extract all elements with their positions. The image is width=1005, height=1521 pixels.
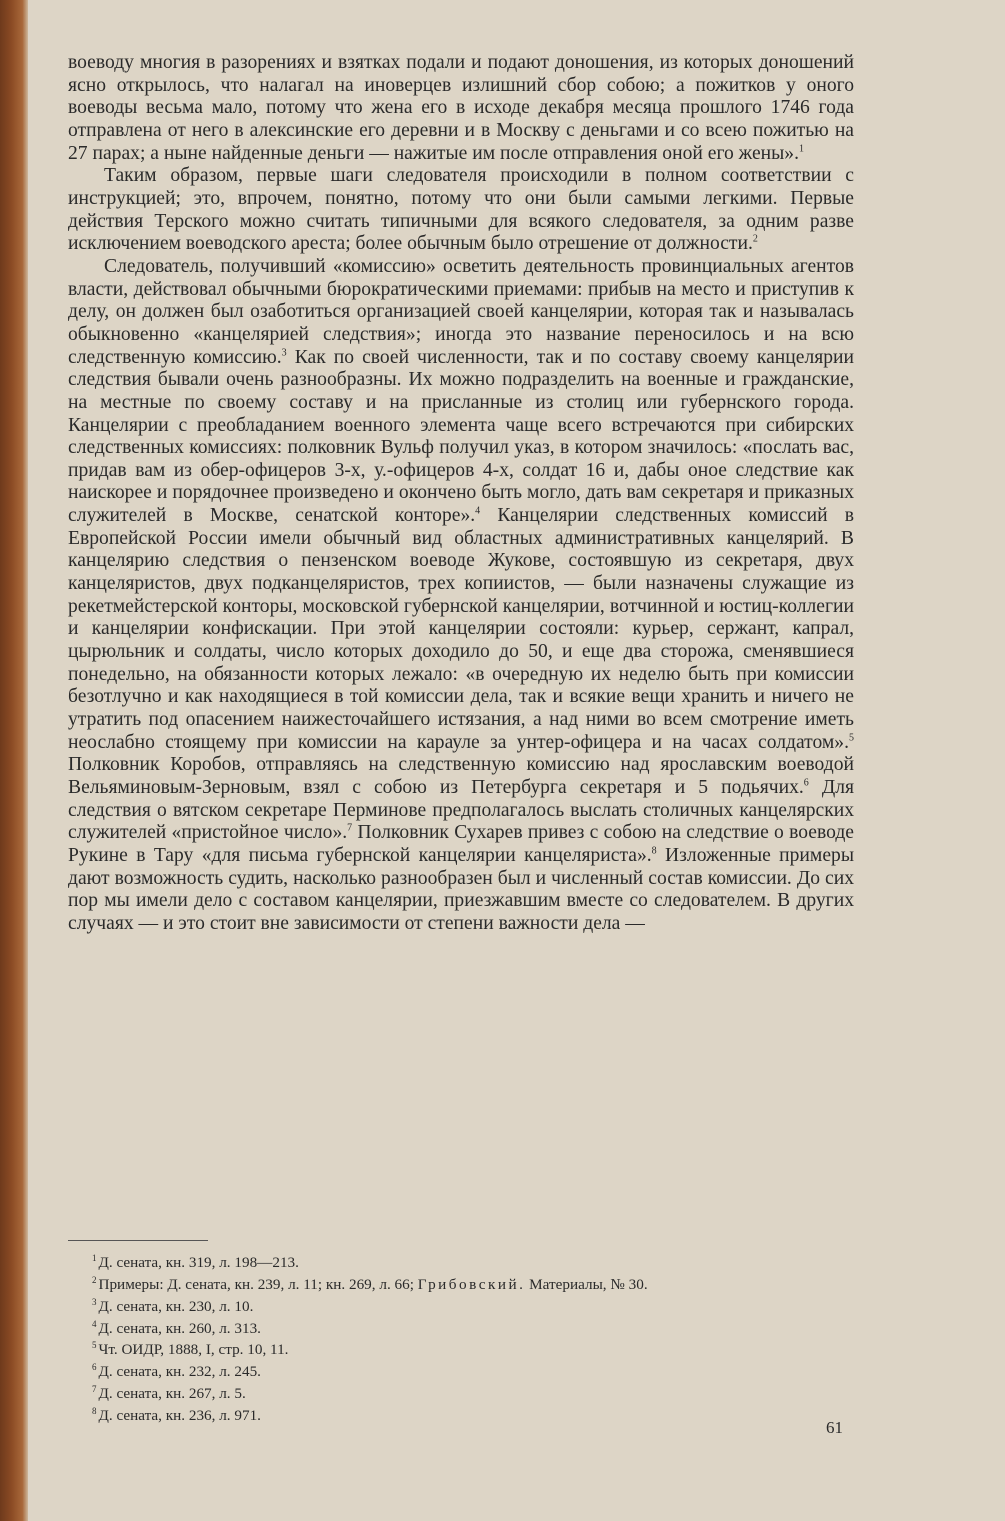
paragraph-3-segment-3: Канцелярии следственных комиссий в Европейской России имели обычный вид областных административных канцелярий. В канцелярию следствия о пензенском воеводе Жукове, состоявшую из секретаря, двух канцеляристов, двух подканцеляристов, трех копиистов, — были назначены служащие из рекетмейстерской конторы, московской губернской канцелярии, вотчинной и юстиц-коллегии и канцелярии конфискации. При этой канцелярии состояли: курьер, сержант, капрал, цырюльник и солдаты, число которых доходило до 50, и еще два сторожа, сменявшиеся понедельно, на обязанности которых лежало: «в очередную их неделю быть при комиссии безотлучно и как находящиеся в той комиссии дела, так и всякие вещи хранить и ничего не утратить под опасением наижесточайшего истязания, а над ними во всем смотрение иметь неослабно стоящему при комиссии на карауле за унтер-офицера и на часах солдатом». — [68, 505, 855, 753]
paragraph-3-segment-1: Следователь, получивший «комиссию» осветить деятельность провинциальных агентов власти, действовал обычными бюрократическими приемами: прибыв на место и приступив к делу, он должен был озаботиться организацией своей канцелярии, которая так и называлась обыкновенно «канцелярией следствия»; иногда это название переносилось и на всю следственную комиссию. — [68, 255, 854, 368]
footnote-number: 6 — [92, 1362, 97, 1373]
paragraph-2 — [68, 165, 854, 256]
footnote-3 — [68, 1294, 854, 1316]
footnote-4 — [68, 1316, 854, 1338]
footnote-author-spaced: Грибовский. — [417, 1275, 526, 1293]
footnote-2 — [68, 1272, 854, 1294]
paragraph-1-text: воеводу многия в разорениях и взятках подали и подают доношения, из которых доношений ясно открылось, что налагал на иноверцев излишний сбор собою; а пожитков у оного воеводы весьма мало, потому что жена его в исходе декабря месяца прошлого 1746 года отправлена от него в алексинские его деревни и в Москву с деньгами и со всею пожитью на 27 парах; а ныне найденные деньги — нажитые им после отправления оной его жены». — [68, 52, 854, 164]
footnote-ref-8: 8 — [651, 845, 657, 857]
footnote-text: Примеры: Д. сената, кн. 239, л. 11; кн. 269, л. 66; — [98, 1275, 418, 1293]
paragraph-3-segment-2: Как по своей численности, так и по составу своему канцелярии следствия бывали очень разнообразны. Их можно подразделить на военные и гражданские, на местные по своему составу и на присланные из столиц или губернского города. Канцелярии с преобладанием военного элемента чаще всего встречаются при сибирских следственных комиссиях: полковник Вульф получил указ, в котором значилось: «послать вас, придав вам из обер-офицеров 3-х, у.-офицеров 4-х, солдат 16 и, дабы оное следствие как наискорее и порядочнее произведено и окончено быть могло, дать вам секретаря и приказных служителей в Москве, сенатской конторе». — [68, 346, 855, 527]
main-text — [68, 52, 854, 936]
footnote-number: 3 — [92, 1296, 97, 1307]
paragraph-3 — [68, 256, 854, 936]
footnote-text: Д. сената, кн. 267, л. 5. — [98, 1385, 246, 1403]
footnote-ref-4: 4 — [475, 505, 481, 517]
footnote-6 — [68, 1359, 854, 1381]
footnote-5 — [68, 1337, 854, 1359]
footnote-text: Д. сената, кн. 230, л. 10. — [98, 1297, 254, 1315]
paragraph-3-segment-5: Для следствия о вятском секретаре Перминове предполагалось выслать столичных канцелярских служителей «пристойное число». — [68, 777, 854, 844]
footnote-text: Д. сената, кн. 236, л. 971. — [98, 1407, 261, 1425]
footnote-ref-5: 5 — [849, 732, 854, 744]
footnote-number: 8 — [92, 1406, 97, 1417]
footnote-number: 2 — [92, 1274, 97, 1285]
footnote-8 — [68, 1403, 854, 1425]
footnote-number: 5 — [92, 1340, 97, 1351]
paragraph-3-segment-4: Полковник Коробов, отправляясь на следственную комиссию над ярославским воеводой Вельяминовым-Зерновым, взял с собою из Петербурга секретаря и 5 подьячих. — [68, 754, 854, 798]
footnote-ref-3: 3 — [281, 347, 287, 358]
footnote-ref-7: 7 — [347, 822, 353, 834]
book-spine-edge — [0, 0, 28, 1521]
footnote-ref-2: 2 — [752, 233, 758, 245]
footnote-number: 4 — [92, 1318, 97, 1329]
paragraph-3-segment-6: Полковник Сухарев привез с собою на следствие о воеводе Рукине в Тару «для письма губернской канцелярии канцеляриста». — [68, 822, 854, 866]
footnote-ref-6: 6 — [803, 777, 809, 789]
footnote-1 — [68, 1250, 854, 1272]
paragraph-1 — [68, 52, 854, 165]
footnote-text: Д. сената, кн. 232, л. 245. — [98, 1363, 261, 1381]
footnote-text: Чт. ОИДР, 1888, I, стр. 10, 11. — [98, 1341, 289, 1359]
footnote-number: 7 — [92, 1384, 97, 1395]
footnote-ref-1: 1 — [799, 143, 805, 155]
footnote-divider — [68, 1240, 208, 1241]
footnote-text: Д. сената, кн. 260, л. 313. — [98, 1319, 261, 1337]
paragraph-2-text: Таким образом, первые шаги следователя происходили в полном соответствии с инструкцией; это, впрочем, понятно, потому что они были самыми легкими. Первые действия Терского можно считать типичными для всякого следователя, за одним разве исключением воеводского ареста; более обычным было отрешение от должности. — [68, 165, 854, 255]
footnotes — [68, 1250, 854, 1425]
footnote-7 — [68, 1381, 854, 1403]
paragraph-3-segment-7: Изложенные примеры дают возможность судить, насколько разнообразен был и численный состав комиссии. До сих пор мы имели дело с составом канцелярии, приезжавшим вместе со следователем. В других случаях — и это стоит вне зависимости от степени важности дела — — [68, 844, 854, 934]
footnote-text: Д. сената, кн. 319, л. 198—213. — [98, 1254, 299, 1272]
footnote-text: Материалы, № 30. — [525, 1275, 648, 1293]
footnote-number: 1 — [92, 1253, 97, 1263]
page-number: 61 — [826, 1418, 843, 1437]
